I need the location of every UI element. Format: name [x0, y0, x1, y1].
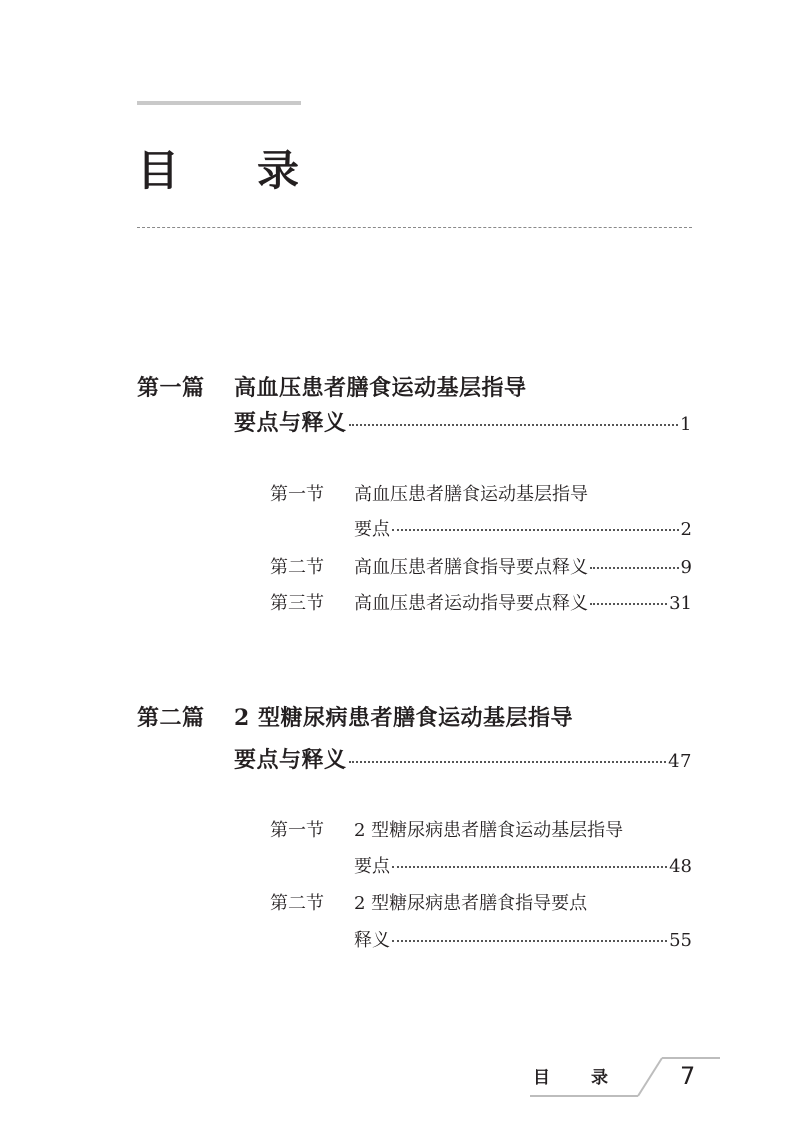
footer-running-title — [533, 1066, 613, 1090]
dot-leader — [349, 761, 667, 763]
page-number: 55 — [669, 930, 692, 951]
dot-leader — [349, 424, 679, 426]
toc-entry-section[interactable] — [354, 591, 692, 617]
toc-entry-section[interactable] — [354, 928, 692, 954]
footer-page-number: 7 — [680, 1062, 696, 1090]
header-rule — [137, 101, 301, 105]
toc-entry-part-2[interactable] — [234, 745, 692, 777]
page-number: 47 — [668, 751, 692, 772]
footer-title-char-2: 录 — [591, 1068, 608, 1088]
section-title-line-2: 要点 — [354, 856, 390, 877]
part-title-line-2: 要点与释义 — [234, 410, 347, 436]
page-title — [137, 146, 300, 196]
page-number: 48 — [669, 856, 692, 877]
section-title-line-2: 释义 — [354, 930, 390, 951]
footer-title-char-1: 目 — [533, 1068, 550, 1088]
page-number: 1 — [680, 414, 692, 435]
page-number: 31 — [669, 593, 692, 614]
toc-entry-section[interactable] — [354, 555, 692, 581]
part-label: 第二篇 — [137, 705, 205, 731]
section-title-line-2: 要点 — [354, 519, 390, 540]
section-title: 高血压患者运动指导要点释义 — [354, 593, 588, 614]
dot-leader — [392, 866, 667, 868]
page-title-char-2: 录 — [257, 146, 300, 195]
section-label: 第二节 — [270, 557, 324, 578]
section-label: 第一节 — [270, 484, 324, 505]
section-label: 第二节 — [270, 893, 324, 914]
page-number: 9 — [680, 557, 692, 578]
page-number: 2 — [680, 519, 692, 540]
toc-entry-section[interactable] — [354, 517, 692, 543]
section-title: 高血压患者膳食指导要点释义 — [354, 557, 588, 578]
part-title-line-2: 要点与释义 — [234, 747, 347, 773]
section-title-line-1: 2 型糖尿病患者膳食指导要点 — [354, 893, 588, 914]
part-label: 第一篇 — [137, 375, 205, 401]
dot-leader — [590, 603, 667, 605]
part-title-line-1: 2 型糖尿病患者膳食运动基层指导 — [234, 705, 573, 731]
title-divider — [137, 227, 692, 228]
toc-entry-section[interactable] — [354, 854, 692, 880]
toc-entry-part-1[interactable] — [234, 408, 692, 440]
section-title-line-1: 高血压患者膳食运动基层指导 — [354, 484, 588, 505]
section-label: 第三节 — [270, 593, 324, 614]
part-title-line-1: 高血压患者膳食运动基层指导 — [234, 375, 527, 401]
page-title-char-1: 目 — [137, 146, 180, 195]
dot-leader — [392, 940, 667, 942]
dot-leader — [590, 567, 679, 569]
section-label: 第一节 — [270, 820, 324, 841]
section-title-line-1: 2 型糖尿病患者膳食运动基层指导 — [354, 820, 624, 841]
dot-leader — [392, 529, 679, 531]
